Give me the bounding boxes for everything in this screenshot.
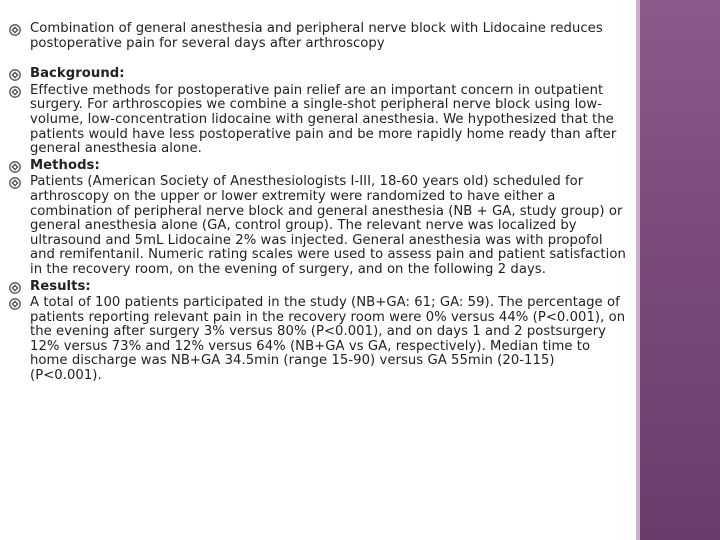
bullet-icon	[8, 23, 22, 37]
bullet-item-title	[8, 22, 630, 51]
methods-heading: Methods:	[30, 157, 100, 173]
bullet-icon	[8, 160, 22, 174]
slide-content	[8, 22, 630, 384]
bullet-item-background-heading	[8, 67, 630, 82]
slide-title: Combination of general anesthesia and peripheral nerve block with Lidocaine reduces postoperative pain for several days after arthroscopy	[30, 21, 603, 51]
results-text: A total of 100 patients participated in the study (NB+GA: 61; GA: 59). The percentage of patients reporting relevant pain in the recovery room were 0% versus 44% (P<0.001), on the evening after surgery 3% versus 80% (P<0.001), and on days 1 and 2 postsurgery 12% versus 73% and 12% versus 64% (NB+GA vs GA, respectively). Median time to home discharge was NB+GA 34.5min (range 15-90) versus GA 55min (20-115) (P<0.001).	[30, 295, 626, 384]
bullet-item-results-heading	[8, 280, 630, 295]
bullet-icon	[8, 68, 22, 82]
bullet-icon	[8, 85, 22, 99]
bullet-icon	[8, 281, 22, 295]
bullet-icon	[8, 176, 22, 190]
methods-text: Patients (American Society of Anesthesiologists I-III, 18-60 years old) scheduled for arthroscopy on the upper or lower extremity were randomized to have either a combination of peripheral nerve block and general anesthesia (NB + GA, study group) or general anesthesia alone (GA, control group). The relevant nerve was localized by ultrasound and 5mL Lidocaine 2% was injected. General anesthesia was with propofol and remifentanil. Numeric rating scales were used to assess pain and patient satisfaction in the recovery room, on the evening of surgery, and on the following 2 days.	[30, 174, 626, 277]
bullet-item-methods-heading	[8, 159, 630, 174]
bullet-item-methods-text	[8, 175, 630, 277]
background-text: Effective methods for postoperative pain relief are an important concern in outpatient surgery. For arthroscopies we combine a single-shot peripheral nerve block using low-volume, low-concentration lidocaine with general anesthesia. We hypothesized that the patients would have less postoperative pain and be more rapidly home ready than after general anesthesia alone.	[30, 82, 617, 157]
bullet-item-results-text	[8, 296, 630, 384]
background-heading: Background:	[30, 66, 125, 82]
bullet-icon	[8, 297, 22, 311]
bullet-item-background-text	[8, 84, 630, 157]
side-panel-decoration	[640, 0, 720, 540]
results-heading: Results:	[30, 278, 91, 294]
